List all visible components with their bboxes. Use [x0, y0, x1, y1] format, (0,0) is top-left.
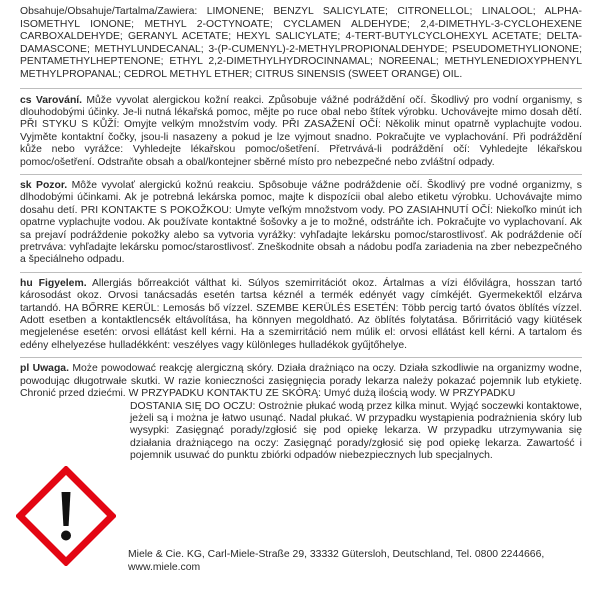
signal-word: Uwaga. [32, 363, 69, 375]
language-code: cs [20, 94, 32, 106]
section-text: Allergiás bőrreakciót válthat ki. Súlyos szemirritációt okoz. Ártalmas a vízi élővilágra, hosszan tartó károsodást okoz. Orvosi tanácsadás esetén tartsa kéznél a termék edényét vagy címkéjét. Gyermekektől elzárva tartandó. HA BŐRRE KERÜL: Lemosás bő vízzel. SZEMBE KERÜLÉS ESETÉN: Több percig tartó óvatos öblítés vízzel. Adott esetben a kontaktlencsék eltávolítása, ha könnyen megoldható. Az öblítés folytatása. Bőrirritáció vagy kiütések megjelenése esetén: orvosi ellátást kell kérni. Ha a szemirritáció nem múlik el: orvosi ellátást kell kérni. A tartalom és edény elhelyezése hulladékként: veszélyes vagy különleges hulladékok gyűjtőhelye. [20, 277, 582, 351]
address-line: Miele & Cie. KG, Carl-Miele-Straße 29, 33332 Gütersloh, Deutschland, Tel. 0800 2244666, [128, 549, 545, 560]
website-link: www.miele.com [128, 561, 201, 573]
section-hu [20, 278, 582, 352]
ingredients-list: Obsahuje/Obsahuje/Tartalma/Zawiera: LIMONENE; BENZYL SALICYLATE; CITRONELLOL; LINALOOL; ALPHA-ISOMETHYL IONONE; METHYL 2-OCTYNOATE; CYCLAMEN ALDEHYDE; 2,4-DIMETHYL-3-CYCLOHEXENE CARBOXALDEHYDE; GERANYL ACETATE; HEXYL SALICYLATE; 4-TERT-BUTYLCYCLOHEXYL ACETATE; DELTA-DAMASCONE; METHYLUNDECANAL; 3-(P-CUMENYL)-2-METHYLPROPIONALDEHYDE; PSEUDOMETHYLIONONE; PENTAMETHYLHEPTENONE; ETHYL 2,2-DIMETHYLHYDROCINNAMAL; NOREENAL; METHYLENEDIOXYPHENYL METHYLPROPANAL; CEDROL METHYL ETHER; CITRUS SINENSIS (SWEET ORANGE) OIL. [20, 6, 582, 80]
section-text: Może powodować reakcję alergiczną skóry. Działa drażniąco na oczy. Działa szkodliwie na organizmy wodne, powodując długotrwałe skutki. W razie konieczności zasięgnięcia porady lekarza należy pokazać pojemnik lub etykietę. Chronić przed dziećmi. W PRZYPADKU KONTAKTU ZE SKÓRĄ: Umyć dużą ilością wody. W PRZYPADKU [20, 363, 582, 400]
divider [20, 357, 582, 358]
section-cs [20, 95, 582, 169]
divider [20, 272, 582, 273]
signal-word: Varování. [35, 94, 83, 106]
language-code: sk [20, 180, 32, 191]
divider [20, 174, 582, 175]
signal-word: Pozor. [36, 180, 68, 191]
manufacturer-address [128, 549, 544, 574]
product-label [20, 6, 582, 463]
section-pl-continued: DOSTANIA SIĘ DO OCZU: Ostrożnie płukać wodą przez kilka minut. Wyjąć soczewki kontaktowe, jeżeli są i można je łatwo usunąć. Nadal płukać. W przypadku wystąpienia podrażnienia skóry lub wysypki: Zasięgnąć porady/zgłosić się pod opiekę lekarza. W przypadku utrzymywania się działania drażniącego na oczy: Zasięgnąć porady/zgłosić się pod opiekę lekarza. Zawartość i pojemnik usuwać do punktu zbiórki odpadów niebezpiecznych lub specjalnych. [130, 400, 582, 462]
divider [20, 88, 582, 89]
ghs-exclamation-mark-icon [16, 466, 116, 566]
language-code: pl [20, 363, 30, 375]
section-text: Môže vyvolať alergickú kožnú reakciu. Spôsobuje vážne podráždenie očí. Škodlivý pre vodné organizmy, s dlhodobými účinkami. Ak je potrebná lekárska pomoc, majte k dispozícii obal alebo etiketu výrobku. Uchovávajte mimo dosahu detí. PRI KONTAKTE S POKOŽKOU: Umyte veľkým množstvom vody. PO ZASIAHNUTÍ OČÍ: Niekoľko minút ich opatrne vyplachujte vodou. Ak používate kontaktné šošovky a je to možné, odstráňte ich. Pokračujte vo vyplachovaní. Ak sa prejaví podráždenie pokožky alebo sa vytvoria vyrážky: vyhľadajte lekársku pomoc/starostlivosť. Ak podráždenie očí pretrváva: vyhľadajte lekársku pomoc/starostlivosť. Zneškodnite obsah a nádobu podľa zariadenia na zber nebezpečného a špeciálneho odpadu. [20, 180, 582, 266]
signal-word: Figyelem. [38, 277, 87, 289]
section-sk [20, 180, 582, 267]
section-pl [20, 363, 582, 400]
section-text: Může vyvolat alergickou kožní reakci. Způsobuje vážné podráždění očí. Škodlivý pro vodní organismy, s dlouhodobými účinky. Je-li nutná lékařská pomoc, mějte po ruce obal nebo štítek výrobku. Uchovávejte mimo dosah dětí. PŘI STYKU S KŮŽÍ: Omyjte velkým množstvím vody. PŘI ZASAŽENÍ OČÍ: Několik minut opatrně vyplachujte vodou. Vyjměte kontaktní čočky, jsou-li nasazeny a pokud je lze vyjmout snadno. Pokračujte ve vyplachování. Při podráždění kůže nebo vyrážce: Vyhledejte lékařskou pomoc/ošetření. Přetrvává-li podráždění očí: Vyhledejte lékařskou pomoc/ošetření. Odstraňte obsah a obal/kontejner sběrné místo pro nebezpečné nebo zvláštní odpady. [20, 94, 583, 168]
language-code: hu [20, 277, 33, 289]
